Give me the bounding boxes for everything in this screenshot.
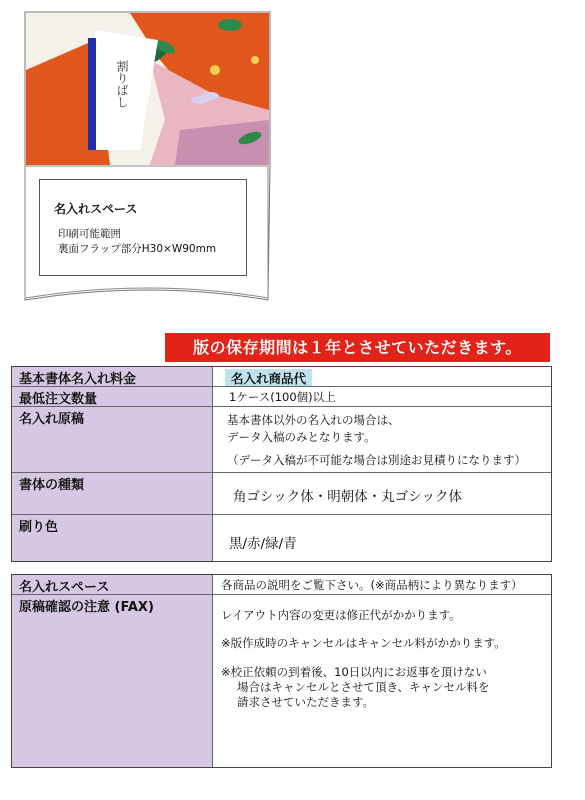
retention-banner: 版の保存期間は１年とさせていただきます。 xyxy=(165,333,550,362)
row-label: 名入れスペース xyxy=(12,575,213,594)
row-label: 基本書体名入れ料金 xyxy=(12,367,213,386)
name-area-line1: 印刷可能範囲 xyxy=(58,228,121,240)
price-value-chip: 名入れ商品代 xyxy=(225,369,312,387)
pricing-table xyxy=(11,366,552,562)
name-print-area-box xyxy=(39,179,247,276)
row-label: 名入れ原稿 xyxy=(12,407,213,472)
name-area-line2: 裏面フラップ部分H30×W90mm xyxy=(58,243,217,255)
table-row xyxy=(12,367,551,386)
fax-note-line: 場合はキャンセルとさせて頂き、キャンセル料を xyxy=(237,680,490,694)
font-types-value: 角ゴシック体・明朝体・丸ゴシック体 xyxy=(233,489,462,505)
manuscript-line: （データ入稿が不可能な場合は別途お見積りになります） xyxy=(227,453,526,467)
row-label: 書体の種類 xyxy=(12,473,213,514)
notes-table xyxy=(11,574,552,768)
min-order-value: 1ケース(100個)以上 xyxy=(229,390,336,404)
fax-note-line: ※版作成時のキャンセルはキャンセル料がかかります。 xyxy=(221,636,506,650)
table-row xyxy=(12,386,551,406)
table-row xyxy=(12,575,551,594)
print-colors-value: 黒/赤/緑/青 xyxy=(229,536,297,552)
manuscript-line: 基本書体以外の名入れの場合は、 xyxy=(227,413,400,427)
table-row xyxy=(12,472,551,514)
row-label: 原稿確認の注意 (FAX) xyxy=(12,595,213,767)
name-area-title: 名入れスペース xyxy=(54,202,138,216)
product-illustration xyxy=(0,0,585,320)
fax-note-line: 請求させていただきます。 xyxy=(237,695,375,709)
manuscript-line: データ入稿のみとなります。 xyxy=(227,430,376,444)
table-row xyxy=(12,594,551,767)
name-space-value: 各商品の説明をご覧下さい。(※商品柄により異なります） xyxy=(221,578,523,592)
fax-note-line: ※校正依頼の到着後、10日以内にお返事を頂けない xyxy=(221,665,487,679)
row-label: 最低注文数量 xyxy=(12,387,213,406)
table-row xyxy=(12,406,551,472)
table-row xyxy=(12,514,551,561)
row-label: 刷り色 xyxy=(12,515,213,561)
fax-note-line: レイアウト内容の変更は修正代がかかります。 xyxy=(221,608,461,622)
label-text: 割りばし xyxy=(115,60,129,108)
